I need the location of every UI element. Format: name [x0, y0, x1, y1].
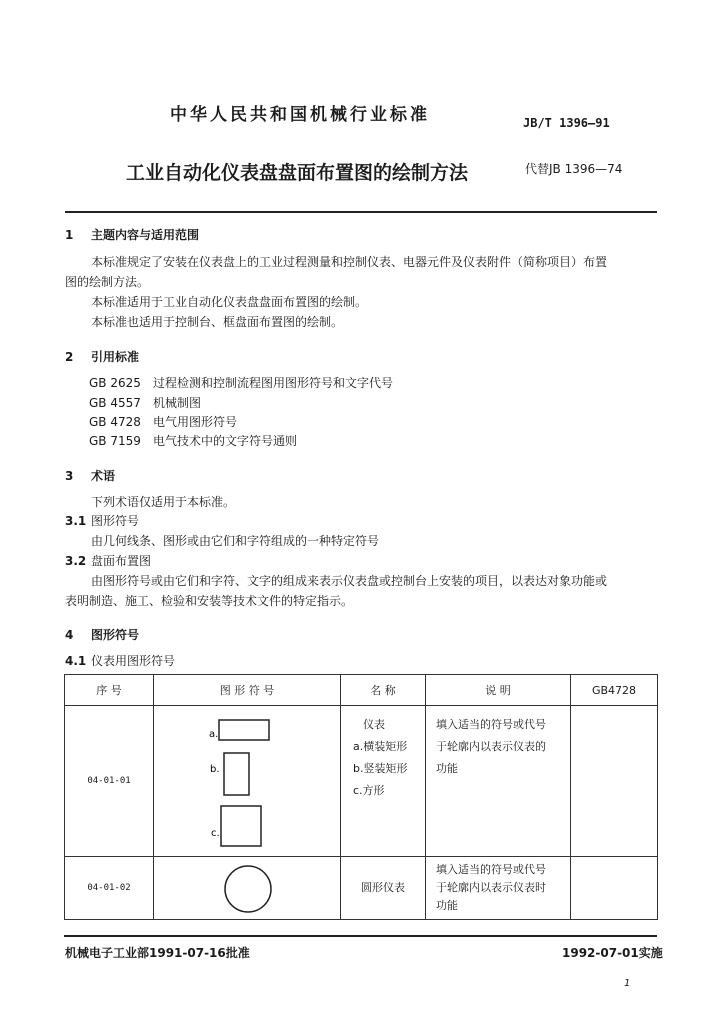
circle-symbol — [225, 866, 271, 912]
reference-title: 电气技术中的文字符号通则 — [153, 434, 298, 448]
reference-item — [89, 394, 201, 411]
table-row — [65, 857, 658, 920]
term-heading — [65, 552, 151, 569]
reference-code: GB 4728 — [89, 415, 141, 429]
description-line: 于轮廓内以表示仪表时 — [436, 881, 546, 894]
square-symbol — [221, 806, 261, 846]
term-number: 3.2 — [65, 554, 87, 568]
circular-instrument-symbols — [154, 857, 341, 919]
reference-item — [89, 374, 393, 391]
reference-cell — [571, 857, 658, 920]
section-number: 3 — [65, 469, 74, 483]
row-id: 04-01-01 — [65, 706, 154, 857]
term-definition: 由几何线条、图形或由它们和字符组成的一种特定符号 — [91, 534, 380, 548]
term-heading — [65, 512, 139, 529]
label-b: b. — [210, 764, 220, 775]
description-line: 于轮廓内以表示仪表的 — [436, 740, 546, 753]
name-cell — [341, 706, 426, 857]
symbol-cell — [154, 706, 341, 857]
name-line: c.方形 — [353, 784, 385, 797]
footer-divider — [64, 935, 657, 937]
term-definition: 由图形符号或由它们和字符、文字的组成来表示仪表盘或控制台上安装的项目，以表达对象功能或 — [91, 574, 608, 588]
name-line: 圆形仪表 — [361, 881, 405, 894]
reference-title: 机械制图 — [153, 396, 202, 410]
section-title: 引用标准 — [91, 350, 140, 364]
term-number: 3.1 — [65, 514, 87, 528]
paragraph: 本标准适用于工业自动化仪表盘盘面布置图的绘制。 — [91, 295, 368, 309]
term-name: 图形符号 — [91, 514, 140, 528]
section-title: 图形符号 — [91, 628, 140, 642]
section-number: 1 — [65, 228, 74, 242]
header-name: 名 称 — [341, 675, 426, 706]
description-line: 填入适当的符号或代号 — [436, 718, 546, 731]
term-name: 盘面布置图 — [91, 554, 152, 568]
section-3-heading — [65, 467, 115, 484]
paragraph: 本标准规定了安装在仪表盘上的工业过程测量和控制仪表、电器元件及仪表附件（简称项目）布置 — [91, 255, 608, 269]
label-c: c. — [211, 828, 220, 839]
issuing-organization: 中华人民共和国机械行业标准 — [170, 105, 430, 125]
section-title: 术语 — [91, 469, 116, 483]
paragraph: 本标准也适用于控制台、框盘面布置图的绘制。 — [91, 315, 344, 329]
table-row — [65, 706, 658, 857]
subsection-title: 仪表用图形符号 — [91, 654, 176, 668]
reference-title: 电气用图形符号 — [153, 415, 238, 429]
subsection-heading — [65, 652, 175, 669]
implementation-date: 1992-07-01实施 — [562, 946, 663, 960]
reference-code: GB 4557 — [89, 396, 141, 410]
horizontal-rectangle-symbol — [219, 720, 269, 740]
section-number: 4 — [65, 628, 74, 642]
section-number: 2 — [65, 350, 74, 364]
description-line: 功能 — [436, 899, 458, 912]
description-cell — [426, 857, 571, 920]
name-cell — [341, 857, 426, 920]
name-line: a.横装矩形 — [353, 740, 408, 753]
page-number: 1 — [624, 978, 631, 989]
reference-cell — [571, 706, 658, 857]
section-1-heading — [65, 226, 199, 243]
reference-code: GB 2625 — [89, 376, 141, 390]
paragraph: 下列术语仅适用于本标准。 — [91, 495, 236, 509]
term-definition: 表明制造、施工、检验和安装等技术文件的特定指示。 — [65, 594, 354, 608]
header-divider — [65, 211, 657, 213]
reference-item — [89, 432, 297, 449]
row-id: 04-01-02 — [65, 857, 154, 920]
reference-code: GB 7159 — [89, 434, 141, 448]
header-seq: 序 号 — [65, 675, 154, 706]
description-line: 填入适当的符号或代号 — [436, 863, 546, 876]
header-reference: GB4728 — [571, 675, 658, 706]
standard-code: JB/T 1396—91 — [523, 116, 610, 130]
section-title: 主题内容与适用范围 — [91, 228, 200, 242]
name-line: 仪表 — [363, 718, 385, 731]
instrument-rect-symbols — [154, 706, 341, 856]
subsection-number: 4.1 — [65, 654, 87, 668]
symbol-table — [64, 674, 658, 920]
description-line: 功能 — [436, 762, 458, 775]
reference-item — [89, 413, 237, 430]
reference-title: 过程检测和控制流程图用图形符号和文字代号 — [153, 376, 394, 390]
header-symbol: 图 形 符 号 — [154, 675, 341, 706]
table-header-row — [65, 675, 658, 706]
paragraph: 图的绘制方法。 — [65, 275, 150, 289]
approval-date: 机械电子工业部1991-07-16批准 — [65, 946, 250, 960]
label-a: a. — [209, 729, 219, 740]
document-title: 工业自动化仪表盘盘面布置图的绘制方法 — [126, 162, 469, 184]
vertical-rectangle-symbol — [224, 753, 249, 795]
description-cell — [426, 706, 571, 857]
name-line: b.竖装矩形 — [353, 762, 408, 775]
header-description: 说 明 — [426, 675, 571, 706]
section-2-heading — [65, 348, 139, 365]
replaces-note: 代替JB 1396—74 — [525, 162, 623, 176]
section-4-heading — [65, 626, 139, 643]
symbol-cell — [154, 857, 341, 920]
